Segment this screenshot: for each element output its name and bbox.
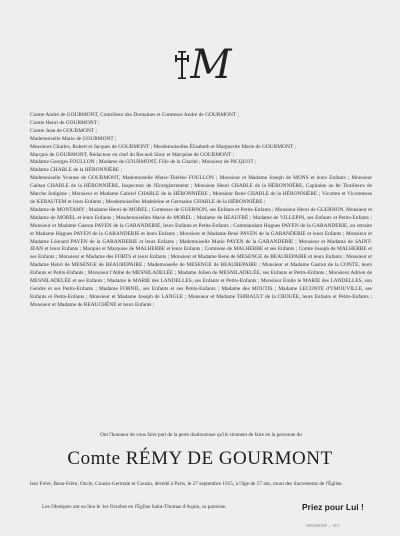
prayer-text: Priez pour Lui ! <box>302 502 364 512</box>
relative-line: Mademoiselle Marie de GOURMONT ; <box>30 135 117 142</box>
relative-line: Comte André de GOURMONT, Contrôleur des Domaines et Comtesse André de GOURMONT ; <box>30 112 239 118</box>
relative-line: Madame Georges FOULLON ; Madame de GOURMONT, Fille de la Charité ; Monsieur de PICQUOT ; <box>30 159 257 166</box>
funeral-info: Les Obsèques ont eu lieu le 1er Octobre en l'Église Saint-Thomas d'Aquin, sa paroisse. <box>42 504 227 510</box>
relative-line: Comte Henri de GOURMONT ; <box>30 119 100 126</box>
deceased-name: Comte RÉMY DE GOURMONT <box>67 448 333 469</box>
relative-line: Madame CHABLE de la HÉRONNIÈRE ; <box>30 167 123 174</box>
relative-line: Marquis de GOURMONT, Rédacteur en chef du Recueil Sirey et Marquise de GOURMONT ; <box>30 151 234 158</box>
deceased-details: leur Frère, Beau-Frère, Oncle, Cousin-Germain et Cousin, décédé à Paris, le 27 septembre 1915, à l'âge de 57 ans, muni des Sacrements de l'Église. <box>30 481 343 487</box>
announcement-text: Ont l'honneur de vous faire part de la perte douloureuse qu'ils viennent de faire en la personne du <box>100 432 302 438</box>
printer-footer: IMPRIMERIE — 1915 <box>306 524 340 528</box>
relatives-list <box>30 112 372 310</box>
relative-line: Messieurs Charles, Robert et Jacques de GOURMONT ; Mesdemoiselles Élisabeth et Marguerite Marie de GOURMONT ; <box>30 143 296 150</box>
monogram: M <box>190 42 226 88</box>
relative-line: Mademoiselle Yvonne de GOURMONT, Mademoiselle Marie-Thérèse FOULLON ; Monsieur et Madame Joseph de MONS et leurs Enfants ; Monsieur Gaëtan CHABLE de la HÉRONNIÈRE, Inspecteur de l'Enregistrement ; Monsieur Henri CHABLE de la HÉRONNIÈRE, Capitaine au 8e Tirailleurs de Marche Indigène ; Monsieur et Madame Gabriel CHABLE de la HÉRONNIÈRE ; Monsieur René CHABLE de la HÉRONNIÈRE ; Vicomte et Vicomtesse de KERAUTEM et leurs Enfants ; Mesdemoiselles Madeleine et Germaine CHABLE de la HÉRONNIÈRE ; <box>30 175 372 205</box>
relative-line: Madame de MONTAMY ; Madame Henri de MOREL ; Comtesse de GUERNON, ses Enfants et Petits-Enfants ; Monsieur Henri de GUERNON, Monsieur et Madame de MOREL et leurs Enfants ; Mesdemoiselles Marie de MOREL ; Madame de BEAUFRÉ ; Madame de VILLEPIN, ses Enfants et Petits-Enfants ; Monsieur et Madame Gaston PAYEN de la GARANDERIE, leurs Enfants et Petits-Enfants ; Commandant Hugues PAYEN de la GARANDERIE, en retraite et Madame Hugues PAYEN de la GARANDERIE et leurs Enfants ; Monsieur et Madame René PAYEN de la GARANDERIE et leurs Enfants ; Monsieur et Madame Léonard PAYEN de la GARANDERIE et leurs Enfants ; Mademoiselle Marie PAYEN de la GARANDERIE ; Monsieur et Madame de SAINT-JEAN et leurs Enfants ; Marquis et Marquise de MALHERBE et leurs Enfants ; Comtesse de MALHERBE et ses Enfants ; Comte Joseph de MALHERBE et ses Enfants ; Monsieur et Madame des FORTS et leurs Enfants ; Monsieur et Madame René de MESENGE de BEAUREPAIRE et leurs Enfants ; Monsieur et Madame Henri de MESENGE de BEAUREPAIRE ; Mademoiselle de MESENGE de BEAUREPAIRE ; Monsieur et Madame Gaston de la CONTE, leurs Enfants et Petits-Enfants ; Monsieur l'Abbé de MESNILADELÉE ; Madame Julien de MESNILADELÉE, ses Enfants et Petits-Enfants ; Monsieur Adrien de MESNILADELÉE et ses Enfants ; Madame le MARIE des LANDELLES, ses Enfants et Petits-Enfants ; Monsieur Émile le MARIE des LANDELLES, son Gendre et ses Petits-Enfants ; Madame FORNIL, ses Enfants et ses Petits-Enfants ; Madame des MOUTIS ; Madame LECONTE d'YMOUVILLE, ses Enfants et Petits-Enfants ; Monsieur et Madame Joseph de LANGLE ; Monsieur et Madame THIBAULT de la CROUÉE, leurs Enfants et Petits-Enfants ; Monsieur et Madame de BEAUCHÊNE et leurs Enfants ; <box>30 206 373 308</box>
cross-icon <box>175 51 189 79</box>
header <box>0 40 400 90</box>
relative-line: Comte Jean de GOURMONT ; <box>30 127 97 134</box>
